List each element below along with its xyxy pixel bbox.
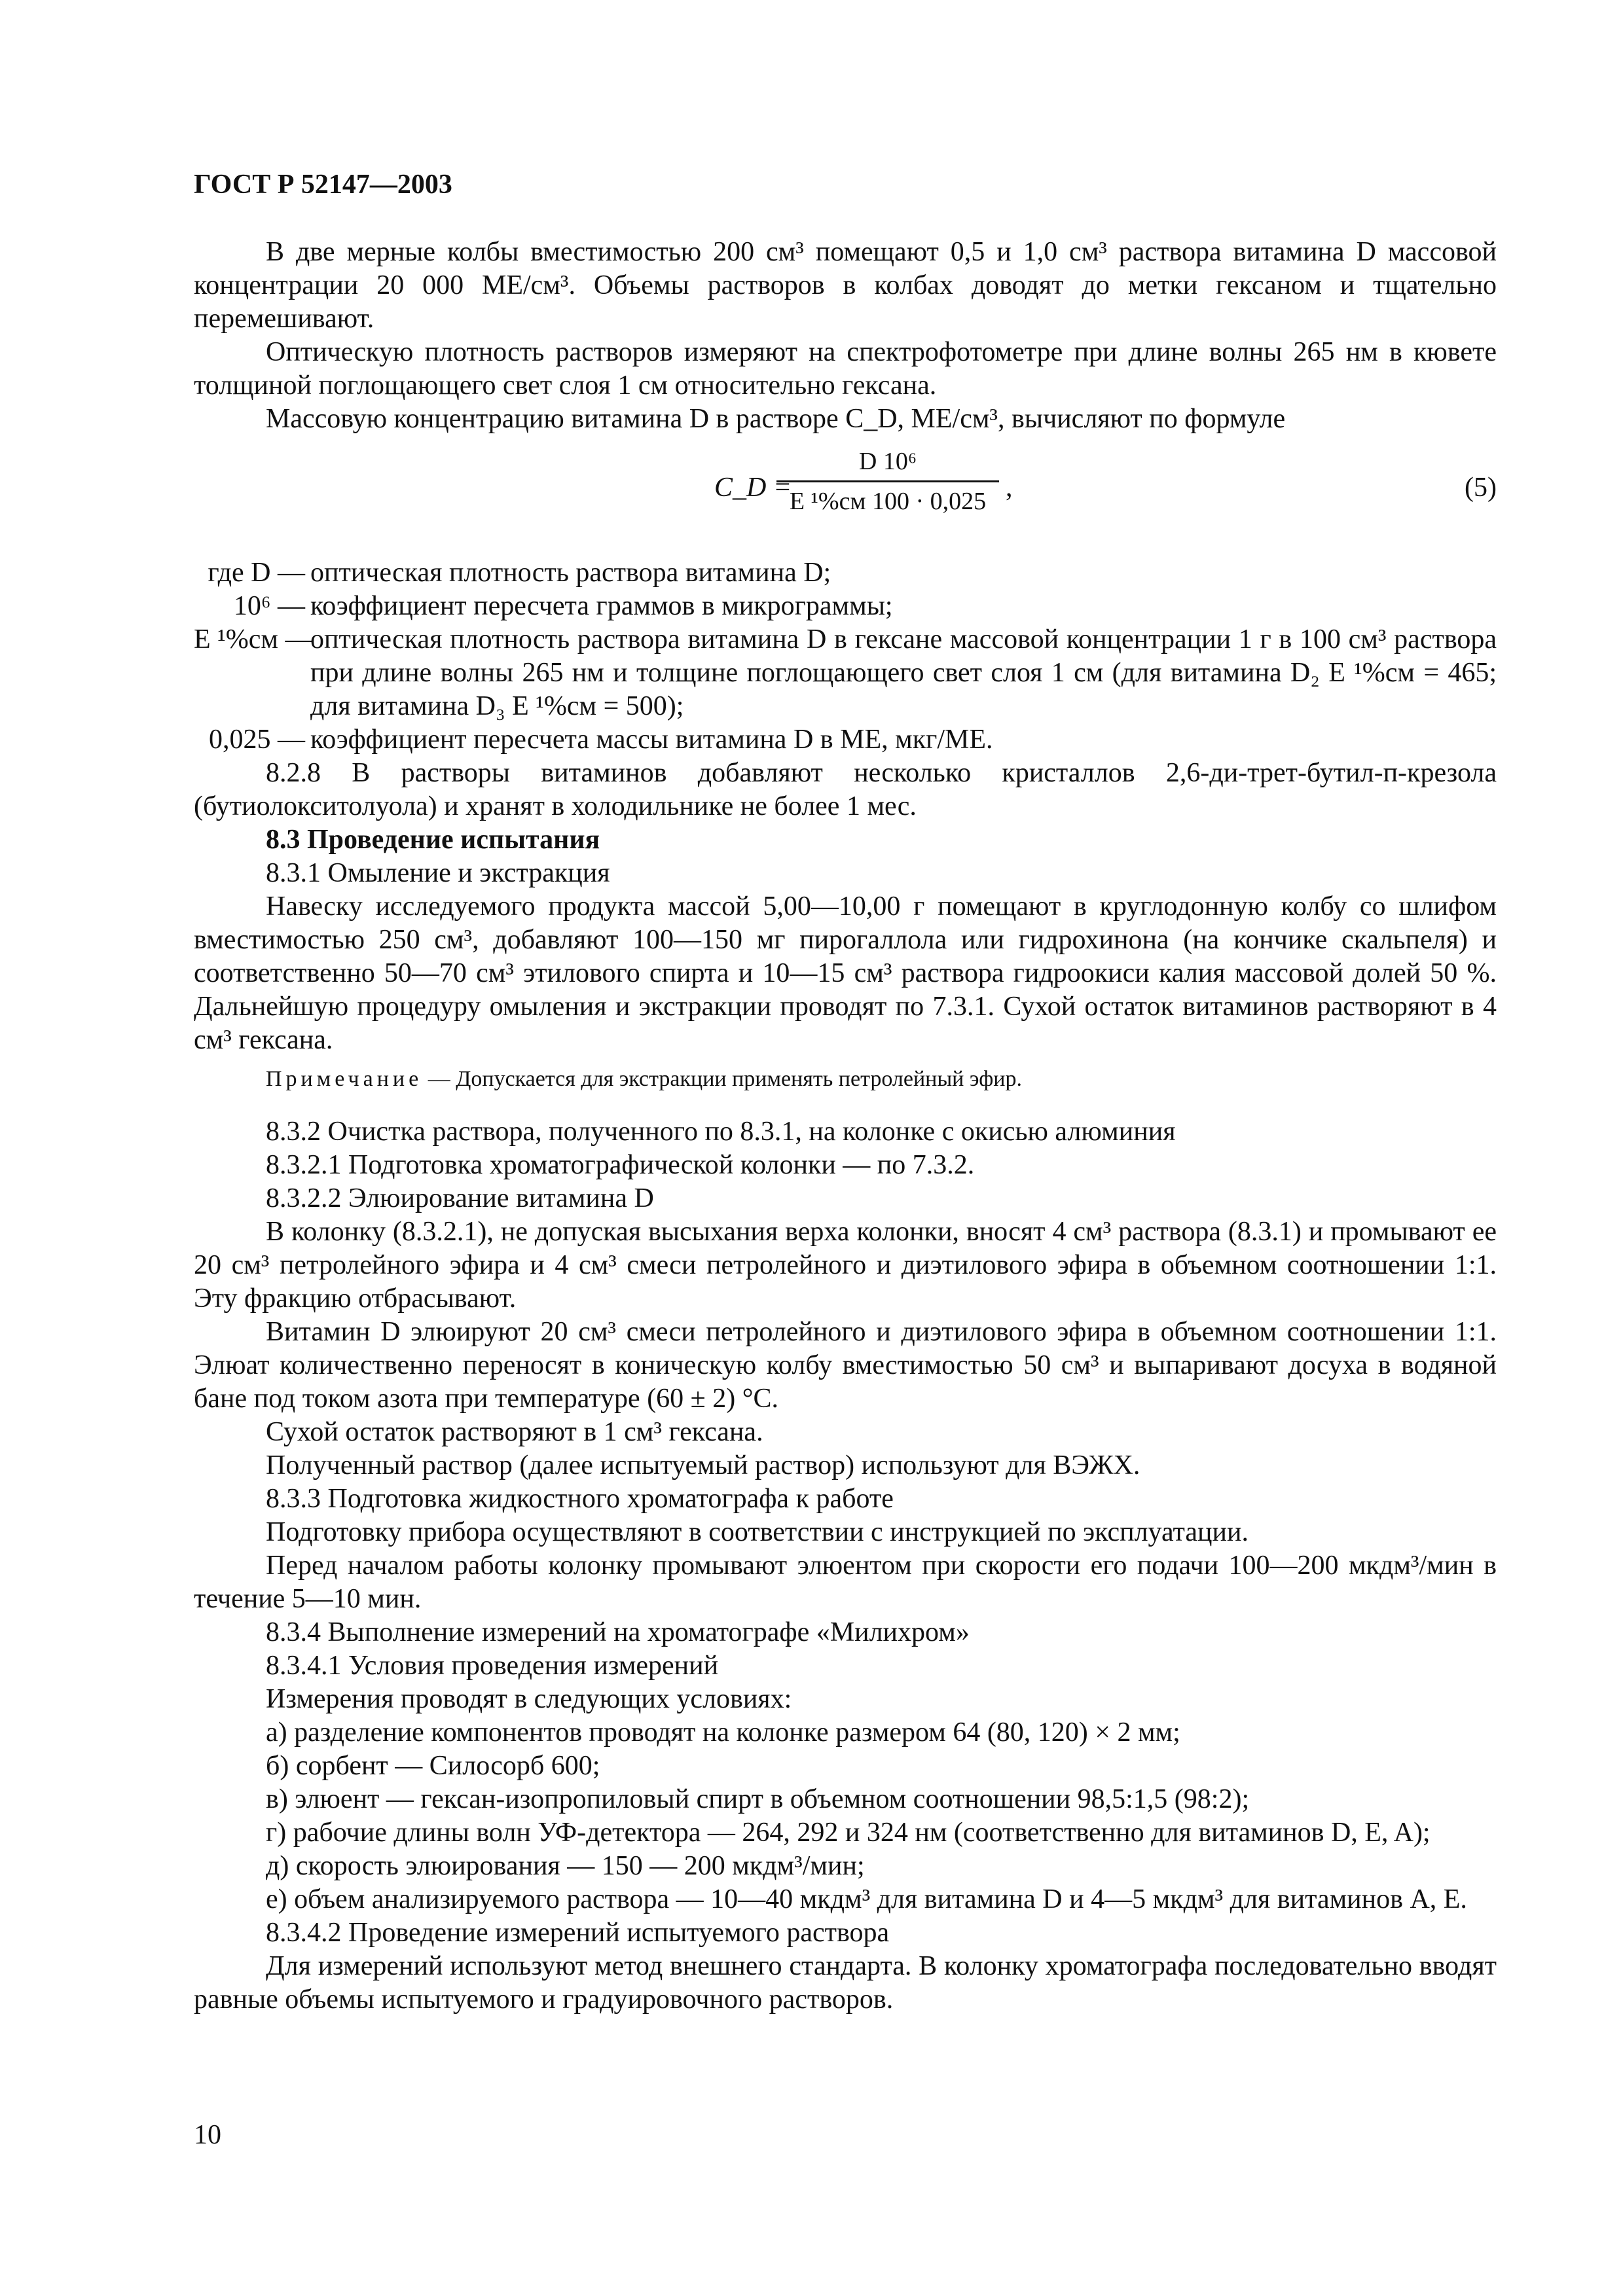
formula-numerator: D 10⁶ xyxy=(858,448,917,475)
section-8-3-1-title: 8.3.1 Омыление и экстракция xyxy=(266,858,610,888)
section-8-3-2-2-p1: В колонку (8.3.2.1), не допуская высыхания верха колонки, вносят 4 см³ раствора (8.3.1) и промывают ее 20 см³ петролейного эфира и 4 см³ смеси петролейного и диэтилового эфира в объемном соотношении 1:1. Эту фракцию отбрасывают. xyxy=(194,1217,1497,1314)
page-number: 10 xyxy=(194,2120,221,2150)
document-body xyxy=(194,236,1497,2017)
legend-row xyxy=(194,623,1497,723)
formula-denominator: E ¹%см 100 · 0,025 xyxy=(789,488,987,515)
section-8-3-3-p1: Подготовку прибора осуществляют в соответствии с инструкцией по эксплуатации. xyxy=(266,1517,1249,1547)
section-8-3-4-1: 8.3.4.1 Условия проведения измерений xyxy=(266,1651,719,1681)
legend-row xyxy=(194,556,1497,590)
legend-row xyxy=(194,723,1497,757)
condition-item: а) разделение компонентов проводят на колонке размером 64 (80, 120) × 2 мм; xyxy=(266,1717,1180,1748)
section-8-2-8: 8.2.8 В растворы витаминов добавляют несколько кристаллов 2,6-ди-трет-бутил-п-крезола (бутиолокситолуола) и хранят в холодильнике не более 1 мес. xyxy=(194,758,1497,821)
section-8-3-3: 8.3.3 Подготовка жидкостного хроматографа к работе xyxy=(266,1484,894,1514)
section-8-3-4-2-p1: Для измерений используют метод внешнего стандарта. В колонку хроматографа последовательно вводят равные объемы испытуемого и градуировочного растворов. xyxy=(194,1951,1497,2015)
section-8-3-1-text: Навеску исследуемого продукта массой 5,00—10,00 г помещают в круглодонную колбу со шлифом вместимостью 250 см³, добавляют 100—150 мг пирогаллола или гидрохинона (на кончике скальпеля) и соответственно 50—70 см³ этилового спирта и 10—15 см³ раствора гидроокиси калия массовой долей 50 %. Дальнейшую процедуру омыления и экстракции проводят по 7.3.1. Сухой остаток витаминов растворяют в 4 см³ гексана. xyxy=(194,891,1497,1055)
legend-definition: коэффициент пересчета граммов в микрограммы; xyxy=(310,591,893,621)
condition-item: д) скорость элюирования — 150 — 200 мкдм³/мин; xyxy=(266,1851,865,1881)
condition-item: е) объем анализируемого раствора — 10—40 мкдм³ для витамина D и 4—5 мкдм³ для витаминов А, Е. xyxy=(266,1884,1467,1914)
note xyxy=(194,1062,1497,1096)
legend-term: 0,025 — xyxy=(209,725,305,755)
legend-term: 10⁶ — xyxy=(233,591,305,621)
legend-definition: оптическая плотность раствора витамина D в гексане массовой концентрации 1 г в 100 см³ раствора при длине волны 265 нм и толщине поглощающего свет слоя 1 см (для витамина D₂ E ¹%см = 465; для витамина D₃ E ¹%см = 500); xyxy=(310,624,1497,721)
section-8-3-4: 8.3.4 Выполнение измерений на хроматографе «Милихром» xyxy=(266,1617,970,1647)
section-heading-8-3: 8.3 Проведение испытания xyxy=(266,825,600,855)
section-8-3-4-2: 8.3.4.2 Проведение измерений испытуемого раствора xyxy=(266,1918,890,1948)
section-8-3-2-1: 8.3.2.1 Подготовка хроматографической колонки — по 7.3.2. xyxy=(266,1150,975,1180)
legend-term: где D — xyxy=(208,558,305,588)
legend-definition: оптическая плотность раствора витамина D; xyxy=(310,558,831,588)
formula-5 xyxy=(194,445,1497,543)
formula-trailing: , xyxy=(1006,473,1013,503)
condition-item: в) элюент — гексан-изопропиловый спирт в объемном соотношении 98,5:1,5 (98:2); xyxy=(266,1784,1250,1814)
formula-fraction xyxy=(776,445,999,518)
legend-row xyxy=(194,590,1497,623)
paragraph-intro-3: Массовую концентрацию витамина D в растворе C_D, МЕ/см³, вычисляют по формуле xyxy=(266,404,1286,434)
note-text: — Допускается для экстракции применять петролейный эфир. xyxy=(428,1067,1022,1091)
section-8-3-4-1-intro: Измерения проводят в следующих условиях: xyxy=(266,1684,792,1714)
formula-legend xyxy=(194,556,1497,757)
fraction-bar xyxy=(776,480,999,482)
formula-number: (5) xyxy=(1465,473,1497,503)
note-label: Примечание xyxy=(266,1067,423,1091)
section-8-3-3-p2: Перед началом работы колонку промывают элюентом при скорости его подачи 100—200 мкдм³/мин в течение 5—10 мин. xyxy=(194,1551,1497,1614)
paragraph-intro-1: В две мерные колбы вместимостью 200 см³ помещают 0,5 и 1,0 см³ раствора витамина D массовой концентрации 20 000 МЕ/см³. Объемы растворов в колбах доводят до метки гексаном и тщательно перемешивают. xyxy=(194,237,1497,334)
condition-item: б) сорбент — Силосорб 600; xyxy=(266,1751,600,1781)
legend-term: E ¹%см — xyxy=(194,624,313,655)
condition-item: г) рабочие длины волн УФ-детектора — 264, 292 и 324 нм (соответственно для витаминов D, E, A); xyxy=(266,1818,1431,1848)
section-8-3-2-2-p4: Полученный раствор (далее испытуемый раствор) используют для ВЭЖХ. xyxy=(266,1450,1140,1480)
section-8-3-2-2-p3: Сухой остаток растворяют в 1 см³ гексана. xyxy=(266,1417,763,1447)
formula-lhs: C_D = xyxy=(714,473,792,503)
document-header: ГОСТ Р 52147—2003 xyxy=(194,170,452,200)
section-8-3-2: 8.3.2 Очистка раствора, полученного по 8.3.1, на колонке с окисью алюминия xyxy=(266,1117,1176,1147)
paragraph-intro-2: Оптическую плотность растворов измеряют на спектрофотометре при длине волны 265 нм в кювете толщиной поглощающего свет слоя 1 см относительно гексана. xyxy=(194,337,1497,401)
legend-definition: коэффициент пересчета массы витамина D в МЕ, мкг/МЕ. xyxy=(310,725,993,755)
section-8-3-2-2-p2: Витамин D элюируют 20 см³ смеси петролейного и диэтилового эфира в объемном соотношении 1:1. Элюат количественно переносят в коническую колбу вместимостью 50 см³ и выпаривают досуха в водяной бане под током азота при температуре (60 ± 2) °С. xyxy=(194,1317,1497,1414)
section-8-3-2-2: 8.3.2.2 Элюирование витамина D xyxy=(266,1183,654,1213)
